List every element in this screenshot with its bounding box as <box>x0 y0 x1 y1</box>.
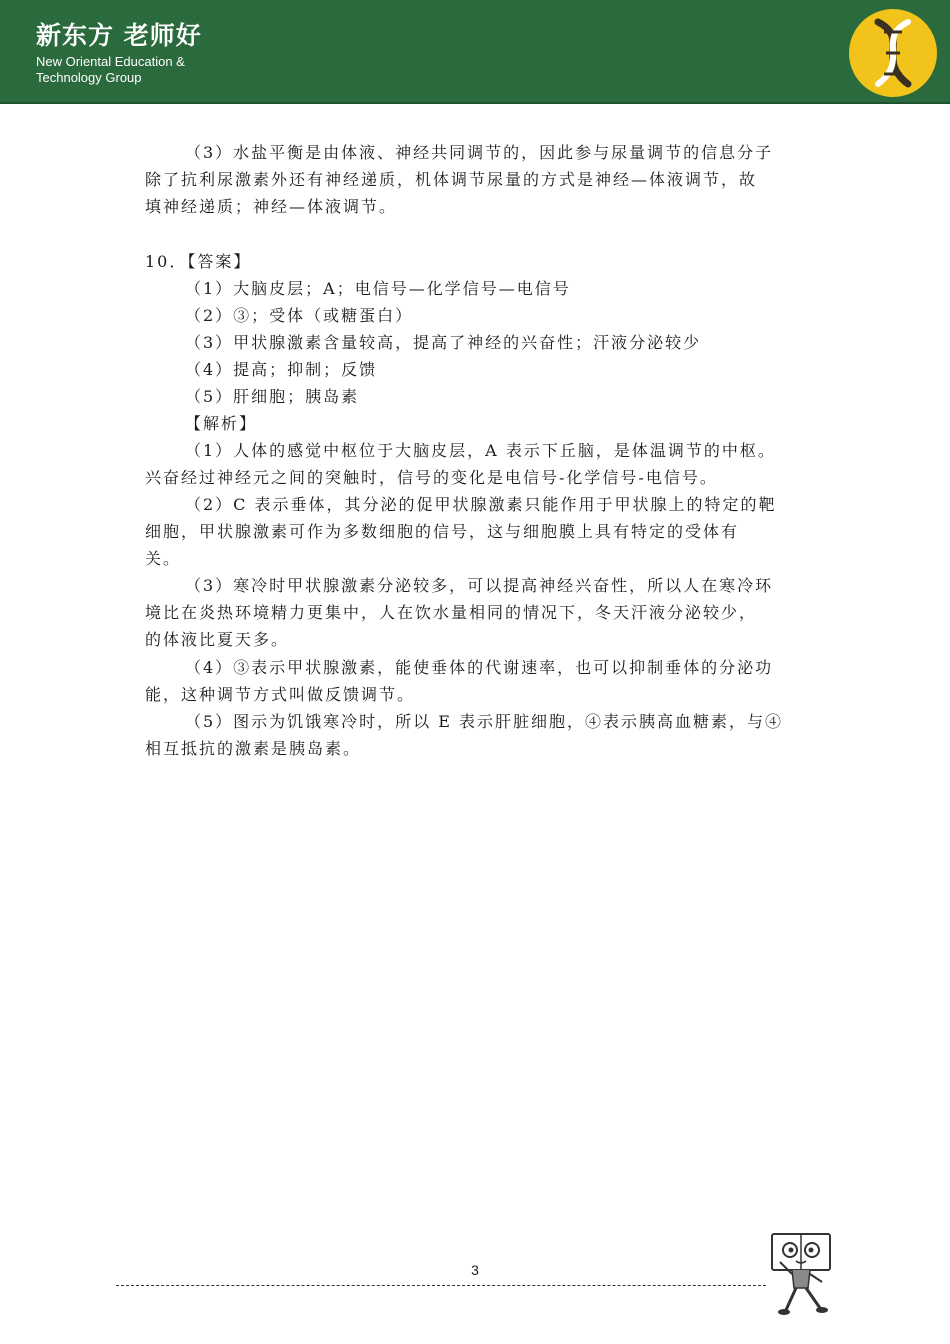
footer-divider <box>116 1285 766 1286</box>
analysis-line: （4）③表示甲状腺激素，能使垂体的代谢速率，也可以抑制垂体的分泌功 <box>185 658 774 677</box>
para3-line-1: （3）水盐平衡是由体液、神经共同调节的，因此参与尿量调节的信息分子 <box>185 143 774 162</box>
answer-4: （4）提高；抑制；反馈 <box>185 360 378 379</box>
brand-name-en: New Oriental Education & Technology Group <box>36 54 185 85</box>
analysis-line: 兴奋经过神经元之间的突触时，信号的变化是电信号-化学信号-电信号。 <box>145 468 718 487</box>
analysis-title: 【解析】 <box>185 414 258 433</box>
analysis-line: 关。 <box>145 549 182 568</box>
book-mascot-icon <box>766 1232 836 1316</box>
analysis-line: 相互抵抗的激素是胰岛素。 <box>145 739 362 758</box>
brand-name-cn: 新东方 老师好 <box>36 21 202 50</box>
analysis-line: 能，这种调节方式叫做反馈调节。 <box>145 685 416 704</box>
answer-2: （2）③；受体（或糖蛋白） <box>185 306 414 325</box>
para3-line-3: 填神经递质；神经—体液调节。 <box>145 197 398 216</box>
question-10-title: 10．【答案】 <box>145 252 252 271</box>
analysis-line: （1）人体的感觉中枢位于大脑皮层，A 表示下丘脑，是体温调节的中枢。 <box>185 441 776 460</box>
analysis-line: （5）图示为饥饿寒冷时，所以 E 表示肝脏细胞，④表示胰高血糖素，与④ <box>185 712 784 731</box>
para3-line-2: 除了抗利尿激素外还有神经递质，机体调节尿量的方式是神经—体液调节，故 <box>145 170 758 189</box>
analysis-line: 境比在炎热环境精力更集中，人在饮水量相同的情况下，冬天汗液分泌较少， <box>145 603 758 622</box>
answer-1: （1）大脑皮层；A；电信号—化学信号—电信号 <box>185 279 571 298</box>
answer-3: （3）甲状腺激素含量较高，提高了神经的兴奋性；汗液分泌较少 <box>185 333 702 352</box>
analysis-line: （2）C 表示垂体，其分泌的促甲状腺激素只能作用于甲状腺上的特定的靶 <box>185 495 777 514</box>
answer-5: （5）肝细胞；胰岛素 <box>185 387 360 406</box>
dna-helix-icon <box>848 8 938 98</box>
page-number: 3 <box>471 1262 479 1278</box>
header-banner <box>0 0 950 104</box>
analysis-line: 的体液比夏天多。 <box>145 630 290 649</box>
analysis-line: 细胞，甲状腺激素可作为多数细胞的信号，这与细胞膜上具有特定的受体有 <box>145 522 740 541</box>
analysis-line: （3）寒冷时甲状腺激素分泌较多，可以提高神经兴奋性，所以人在寒冷环 <box>185 576 774 595</box>
